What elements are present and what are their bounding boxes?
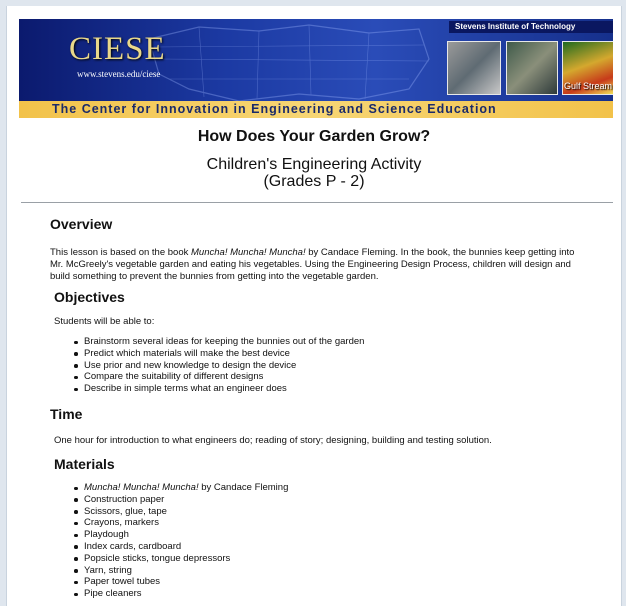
materials-list: [57, 482, 288, 600]
stevens-label: Stevens Institute of Technology: [449, 21, 613, 33]
list-item: Pipe cleaners: [57, 588, 288, 600]
page: [6, 6, 622, 606]
ciese-logo: CIESE: [69, 31, 166, 67]
lab-photo: [447, 41, 501, 95]
list-item: Popsicle sticks, tongue depressors: [57, 553, 288, 565]
list-item: Construction paper: [57, 494, 288, 506]
list-item: Crayons, markers: [57, 517, 288, 529]
list-item: Muncha! Muncha! Muncha! by Candace Fleming: [57, 482, 288, 494]
us-map-graphic: [139, 19, 439, 107]
grade-range: (Grades P - 2): [263, 173, 365, 190]
ciese-banner[interactable]: [19, 19, 613, 118]
materials-heading: Materials: [54, 456, 115, 472]
objectives-list: [57, 336, 364, 395]
objectives-intro: Students will be able to:: [54, 316, 155, 327]
time-text: One hour for introduction to what engineers do; reading of story; designing, building and testing solution.: [54, 435, 492, 446]
list-item: Brainstorm several ideas for keeping the bunnies out of the garden: [57, 336, 364, 348]
list-item: Index cards, cardboard: [57, 541, 288, 553]
overview-heading: Overview: [50, 216, 113, 232]
time-heading: Time: [50, 406, 83, 422]
list-item: Yarn, string: [57, 565, 288, 577]
banner-tagline: The Center for Innovation in Engineering and Science Education: [19, 101, 613, 118]
list-item: Use prior and new knowledge to design the device: [57, 360, 364, 372]
objectives-heading: Objectives: [54, 289, 125, 305]
classroom-photo: [506, 41, 558, 95]
gulf-stream-label: Gulf Stream: [564, 81, 613, 91]
overview-text: This lesson is based on the book Muncha! Muncha! Muncha! by Candace Fleming. In the book, the bunnies keep getting into Mr. McGreely's vegetable garden and eating his vegetables. Using the Engineering Design Process, children will design and build something to prevent the bunnies from getting into the vegetable garden.: [50, 247, 575, 282]
list-item: Playdough: [57, 529, 288, 541]
list-item: Paper towel tubes: [57, 576, 288, 588]
list-item: Describe in simple terms what an engineer does: [57, 383, 364, 395]
page-title: How Does Your Garden Grow?: [197, 128, 431, 145]
page-subtitle: Children's Engineering Activity: [206, 156, 422, 173]
list-item: Compare the suitability of different designs: [57, 371, 364, 383]
divider: [21, 202, 613, 203]
list-item: Scissors, glue, tape: [57, 506, 288, 518]
book-title: Muncha! Muncha! Muncha!: [191, 247, 306, 258]
ciese-url[interactable]: www.stevens.edu/ciese: [77, 69, 161, 79]
list-item: Predict which materials will make the best device: [57, 348, 364, 360]
